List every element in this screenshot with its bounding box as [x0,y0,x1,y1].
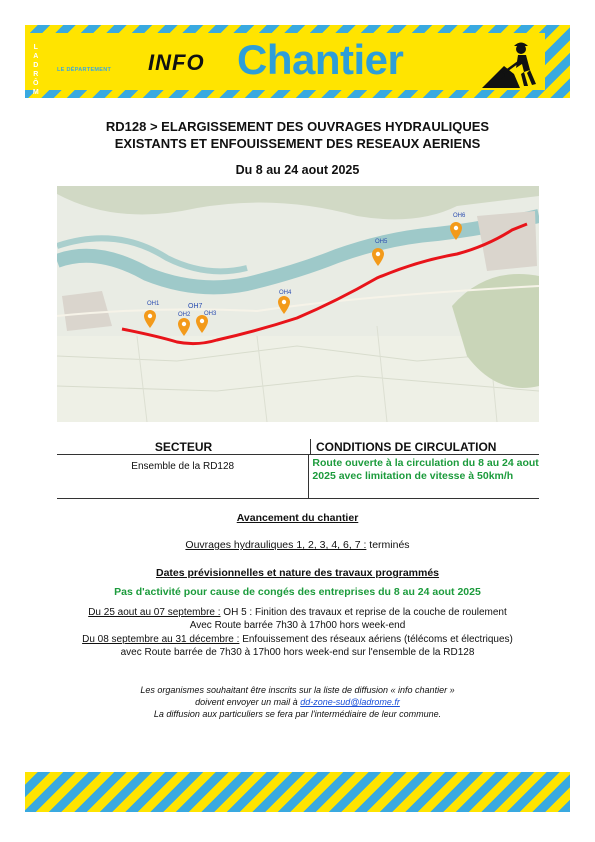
svg-text:OH1: OH1 [147,301,160,307]
ouvrages-label: Ouvrages hydrauliques 1, 2, 3, 4, 6, 7 : [185,539,367,551]
table-header-row [57,439,539,455]
chantier-word: Chantier [237,36,404,83]
footer-line-3: La diffusion aux particuliers se fera par l'intermédiaire de leur commune. [153,709,442,719]
col-header-conditions: CONDITIONS DE CIRCULATION [311,439,539,455]
pause-notice: Pas d'activité pour cause de congés des entreprises du 8 au 24 aout 2025 [114,586,481,598]
footer-line-2-text: doivent envoyer un mail à [195,697,301,707]
svg-text:OH3: OH3 [204,311,217,317]
schedule-period-1 [30,606,565,619]
ouvrages-status-line [30,539,565,551]
cell-conditions: Route ouverte à la circulation du 8 au 24 aout 2025 avec limitation de vitesse à 50km/h [312,457,539,482]
table-row [57,455,539,499]
period-1-label: Du 25 aout au 07 septembre : [88,607,221,618]
period-2-text: Enfouissement des réseaux aériens (télécoms et électriques) [239,634,513,645]
title-line-1: RD128 > ELARGISSEMENT DES OUVRAGES HYDRAULIQUES [105,119,490,134]
schedule-period-2 [30,633,565,646]
dates-title: Du 8 au 24 aout 2025 [235,163,360,177]
logo-letter: A [33,53,39,60]
map-drawing [57,186,539,422]
avancement-heading: Avancement du chantier [236,512,359,524]
footer-line-1: Les organismes souhaitant être inscrits sur la liste de diffusion « info chantier » [140,685,455,695]
info-word: INFO [148,50,205,75]
project-title [40,118,555,152]
ladrome-logo [30,44,42,106]
department-label: LE DÉPARTEMENT [57,67,112,73]
dates-heading: Dates prévisionnelles et nature des travaux programmés [155,567,440,579]
schedule-period-2-detail: avec Route barrée de 7h30 à 17h00 hors week-end sur l'ensemble de la RD128 [120,647,475,658]
col-header-secteur: SECTEUR [57,439,311,455]
map-label-oh7: OH7 [188,303,203,310]
svg-text:OH4: OH4 [279,290,292,296]
ouvrages-status: terminés [366,539,410,551]
schedule-period-1-detail: Avec Route barrée 7h30 à 17h00 hors week-end [189,620,406,631]
svg-text:OH5: OH5 [375,239,388,245]
footer-stripe-band [25,772,570,812]
logo-letter: L [33,44,39,51]
logo-letter: Ô [33,80,39,87]
period-2-label: Du 08 septembre au 31 décembre : [82,634,240,645]
svg-text:OH6: OH6 [453,213,466,219]
site-map [57,186,539,422]
logo-letter: M [32,89,40,96]
period-1-text: OH 5 : Finition des travaux et reprise de la couche de roulement [220,607,507,618]
logo-letter: D [33,62,39,69]
worker-shovel-icon [480,40,542,90]
footer-note [30,684,565,720]
logo-letter: R [33,71,39,78]
title-line-2: EXISTANTS ET ENFOUISSEMENT DES RESEAUX AERIENS [114,136,481,151]
cell-secteur: Ensemble de la RD128 [57,455,309,498]
logo-letter: E [33,98,39,105]
svg-text:OH2: OH2 [178,312,191,318]
footer-line-2 [30,696,565,708]
contact-email-link[interactable]: dd-zone-sud@ladrome.fr [300,697,400,707]
circulation-table [57,439,539,499]
